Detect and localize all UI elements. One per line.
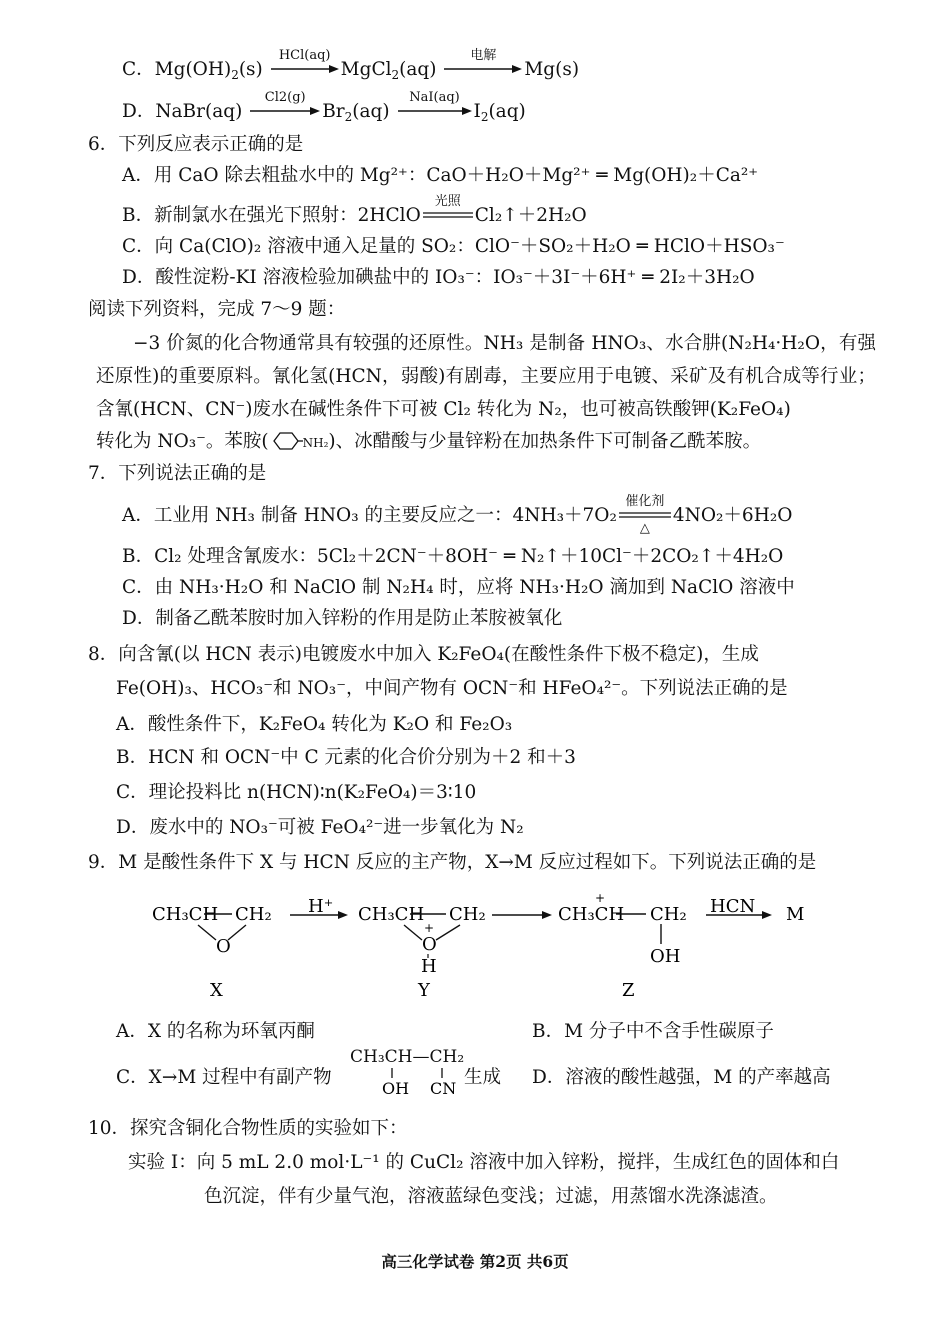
q10-stem: 10．探究含铜化合物性质的实验如下： (88, 1118, 408, 1139)
reading-intro: 阅读下列资料，完成 7～9 题： (88, 299, 346, 320)
y-right-group: CH₂ (449, 904, 486, 925)
y-plus-charge: + (424, 921, 435, 935)
hcn-label: HCN (710, 896, 756, 917)
q8-stem-cont: Fe(OH)₃、HCO₃⁻和 NO₃⁻，中间产物有 OCN⁻和 HFeO₄²⁻。下列说法正确的是 (116, 678, 788, 699)
q6-option-d: D．酸性淀粉-KI 溶液检验加碘盐中的 IO₃⁻：IO₃⁻＋3I⁻＋6H⁺ ═ 2I₂＋3H₂O (122, 267, 755, 288)
q7-option-d: D．制备乙酰苯胺时加入锌粉的作用是防止苯胺被氧化 (122, 608, 563, 629)
q8-option-a: A．酸性条件下，K₂FeO₄ 转化为 K₂O 和 Fe₂O₃ (116, 714, 513, 735)
q7-option-a: A．工业用 NH₃ 制备 HNO₃ 的主要反应之一：4NH₃＋7O₂ 催化剂 △ 4NO₂＋6H₂O (122, 494, 793, 536)
q6-stem: 6．下列反应表示正确的是 (88, 134, 304, 155)
q9-option-c: C．X→M 过程中有副产物 (116, 1067, 332, 1088)
q5-option-d: D．NaBr(aq) Cl2(g) $Br_2(aq)$ NaI(aq) $I_2(aq)$ (122, 90, 526, 124)
y-label: Y (418, 980, 430, 1001)
y-left-group: CH₃CH (358, 904, 425, 925)
y-hydrogen: H (421, 956, 437, 977)
reaction-arrow: NaI(aq) (398, 105, 472, 117)
byproduct-cn: CN (430, 1079, 457, 1098)
reading-passage: −3 价氮的化合物通常具有较强的还原性。NH₃ 是制备 HNO₃、水合肼(N₂H₄·H₂O，有强还原性)的重要原料。氰化氢(HCN，弱酸)有剧毒，主要应用于电镀、采矿及有机合成等行业；含氰(HCN、CN⁻)废水在碱性条件下可被 Cl₂ 转化为 N₂，也可被高铁酸钾(K₂FeO₄) (96, 333, 876, 420)
x-left-group: CH₃CH (152, 904, 219, 925)
z-label: Z (622, 980, 635, 1001)
z-hydroxyl: OH (650, 946, 681, 967)
x-oxygen: O (216, 936, 231, 957)
equals-condition: 光照 (434, 194, 461, 209)
q9-option-d: D．溶液的酸性越强，M 的产率越高 (532, 1067, 831, 1088)
reaction-arrow: HCl(aq) (271, 63, 339, 75)
q6-option-c: C．向 Ca(ClO)₂ 溶液中通入足量的 SO₂：ClO⁻＋SO₂＋H₂O ═ HClO＋HSO₃⁻ (122, 236, 785, 257)
q8-stem: 8．向含氰(以 HCN 表示)电镀废水中加入 K₂FeO₄(在酸性条件下极不稳定)，生成 (88, 644, 759, 665)
reading-passage-end: 转化为 NO₃⁻。苯胺( NH₂)、冰醋酸与少量锌粉在加热条件下可制备乙酰苯胺。 (96, 431, 762, 452)
q8-option-c: C．理论投料比 n(HCN)∶n(K₂FeO₄)＝3∶10 (116, 782, 477, 803)
equals-condition: 催化剂 △ (625, 494, 665, 536)
reaction-arrow: 电解 (444, 63, 522, 75)
reaction-scheme (140, 888, 840, 1008)
reaction-arrow: Cl2(g) (250, 105, 320, 117)
q7-option-c: C．由 NH₃·H₂O 和 NaClO 制 N₂H₄ 时，应将 NH₃·H₂O 滴加到 NaClO 溶液中 (122, 577, 795, 598)
q8-option-b: B．HCN 和 OCN⁻中 C 元素的化合价分别为＋2 和＋3 (116, 747, 576, 768)
z-left-group: CH₃CH (558, 904, 625, 925)
q10-experiment-1: 实验 I：向 5 mL 2.0 mol·L⁻¹ 的 CuCl₂ 溶液中加入锌粉，搅拌，生成红色的固体和白 (128, 1152, 840, 1173)
z-plus-charge: + (595, 891, 606, 905)
q9-option-a: A．X 的名称为环氧丙酮 (116, 1021, 315, 1042)
q10-experiment-1-cont: 色沉淀，伴有少量气泡，溶液蓝绿色变浅；过滤，用蒸馏水洗涤滤渣。 (204, 1186, 778, 1207)
q9-option-c-end: 生成 (464, 1067, 502, 1088)
x-right-group: CH₂ (235, 904, 272, 925)
x-label: X (210, 980, 223, 1001)
q9-option-b: B．M 分子中不含手性碳原子 (532, 1021, 774, 1042)
q7-option-b: B．Cl₂ 处理含氰废水：5Cl₂＋2CN⁻＋8OH⁻ ═ N₂↑＋10Cl⁻＋2CO₂↑＋4H₂O (122, 546, 784, 567)
q9-stem: 9．M 是酸性条件下 X 与 HCN 反应的主产物，X→M 反应过程如下。下列说法正确的是 (88, 852, 817, 873)
q5-option-c: C．$Mg(OH)_2(s)$ HCl(aq) MgCl$_2$(aq) 电解 Mg(s) (122, 48, 580, 82)
benzene-ring-icon (269, 431, 303, 451)
byproduct-structure: CH₃CH—CH₂ (350, 1047, 465, 1067)
y-oxygen: O (422, 934, 437, 955)
m-product: M (786, 904, 805, 925)
q6-option-b: B．新制氯水在强光下照射：2HClO 光照 Cl₂↑＋2H₂O (122, 194, 587, 226)
byproduct-oh: OH (382, 1079, 410, 1098)
q8-option-d: D．废水中的 NO₃⁻可被 FeO₄²⁻进一步氧化为 N₂ (116, 817, 524, 838)
page-footer: 高三化学试卷 第2页 共6页 (381, 1252, 569, 1271)
byproduct-bonds (350, 1066, 470, 1102)
z-right-group: CH₂ (650, 904, 687, 925)
h-plus-label: H⁺ (308, 896, 334, 917)
q7-stem: 7．下列说法正确的是 (88, 463, 267, 484)
q6-option-a: A．用 CaO 除去粗盐水中的 Mg²⁺：CaO＋H₂O＋Mg²⁺ ═ Mg(OH)₂＋Ca²⁺ (122, 165, 759, 186)
